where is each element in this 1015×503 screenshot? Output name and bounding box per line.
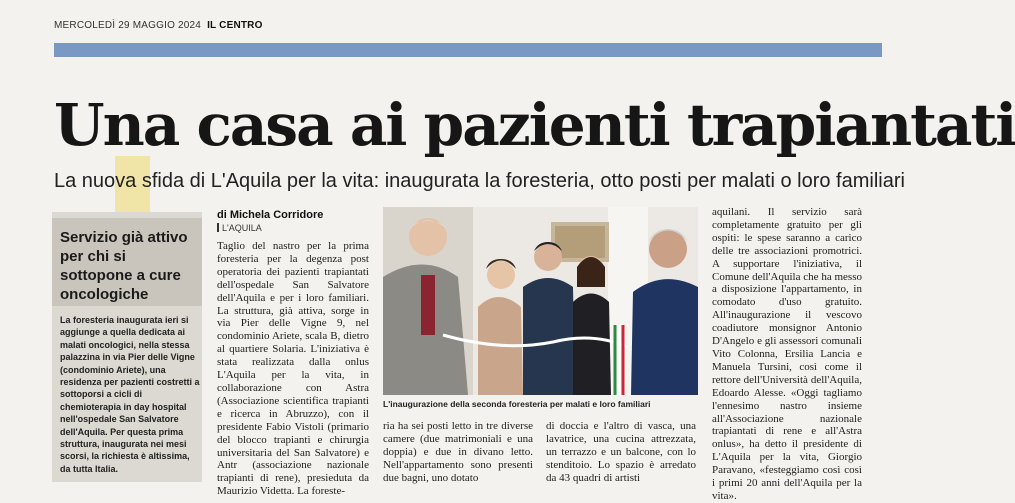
headline: Una casa ai pazienti trapiantati [54, 91, 1015, 159]
article-photo [383, 207, 698, 395]
subheadline: La nuova sfida di L'Aquila per la vita: inaugurata la foresteria, otto posti per malati o loro familiari [54, 170, 905, 192]
photo-caption: L'inaugurazione della seconda foresteria per malati e loro familiari [383, 399, 651, 409]
header-band [54, 43, 882, 57]
article-column-1: Taglio del nastro per la prima foresteria per la degenza post operatoria dei pazienti trapiantati dell'ospedale San Salvatore dell'Aquila e per i loro familiari. La struttura, già attiva, sorge in via Pier delle Vigne 9, nel condominio Ariete, scala B, dietro al quartiere Solaria. L'iniziativa è stata realizzata dalla onlus L'Aquila per la vita, in collaborazione con Astra (Associazione scientifica trapianti e ricerca in Abruzzo), con il presidente Fabio Vistoli (primario del blocco trapianti e chirurgia universitaria del San Salvatore) e Antr (associazione nazionale trapianti di rene), presieduta da Maurizio Videtta. La foreste- [217, 240, 369, 498]
article-column-3: di doccia e l'altro di vasca, una lavatrice, una cucina attrezzata, un terrazzo e un balcone, con lo stenditoio. Lo spazio è arredato da 43 quadri di artisti [546, 420, 696, 484]
photo-illustration [383, 207, 698, 395]
article-column-4: aquilani. Il servizio sarà completamente gratuito per gli ospiti: le spese saranno a carico delle tre associazioni promotrici. A supportare l'iniziativa, il Comune dell'Aquila che ha messo a disposizione l'appartamento, in comodato d'uso gratuito. All'inaugurazione il vescovo coadiutore monsignor Antonio D'Angelo e gli assessori comunali Vito Colonna, Ersilia Lancia e Manuela Tursini, così come il rettore dell'Università dell'Aquila, Edoardo Alesse. «Oggi tagliamo l'ennesimo nastro insieme all'Associazione nazionale trapiantati di rene e all'Astra onlus», ha detto il presidente di L'Aquila per la vita, Giorgio Paravano, «festeggiamo così così i primi 20 anni dell'Aquila per la vita». [712, 206, 862, 502]
newspaper-name: IL CENTRO [207, 20, 263, 31]
section-label: L'AQUILA [217, 223, 262, 233]
page-date: MERCOLEDÌ 29 MAGGIO 2024 [54, 20, 202, 31]
article-column-2: ria ha sei posti letto in tre diverse camere (due matrimoniali e una doppia) e due in divano letto. Nell'appartamento sono presenti due bagni, uno dotato [383, 420, 533, 484]
page-header [54, 20, 263, 31]
byline: di Michela Corridore [217, 209, 324, 221]
sidebar-text: La foresteria inaugurata ieri si aggiunge a quella dedicata ai malati oncologici, nella stessa palazzina in via Pier delle Vigne (condominio Ariete), una residenza per pazienti costretti a sottoporsi a cicli di chemioterapia in day hospital nell'ospedale San Salvatore dell'Aquila. Per questa prima struttura, inaugurata nei mesi scorsi, la richiesta è altissima, da tutta Italia. [60, 315, 200, 474]
sidebar-title: Servizio già attivo per chi si sottopone a cure oncologiche [60, 229, 188, 303]
